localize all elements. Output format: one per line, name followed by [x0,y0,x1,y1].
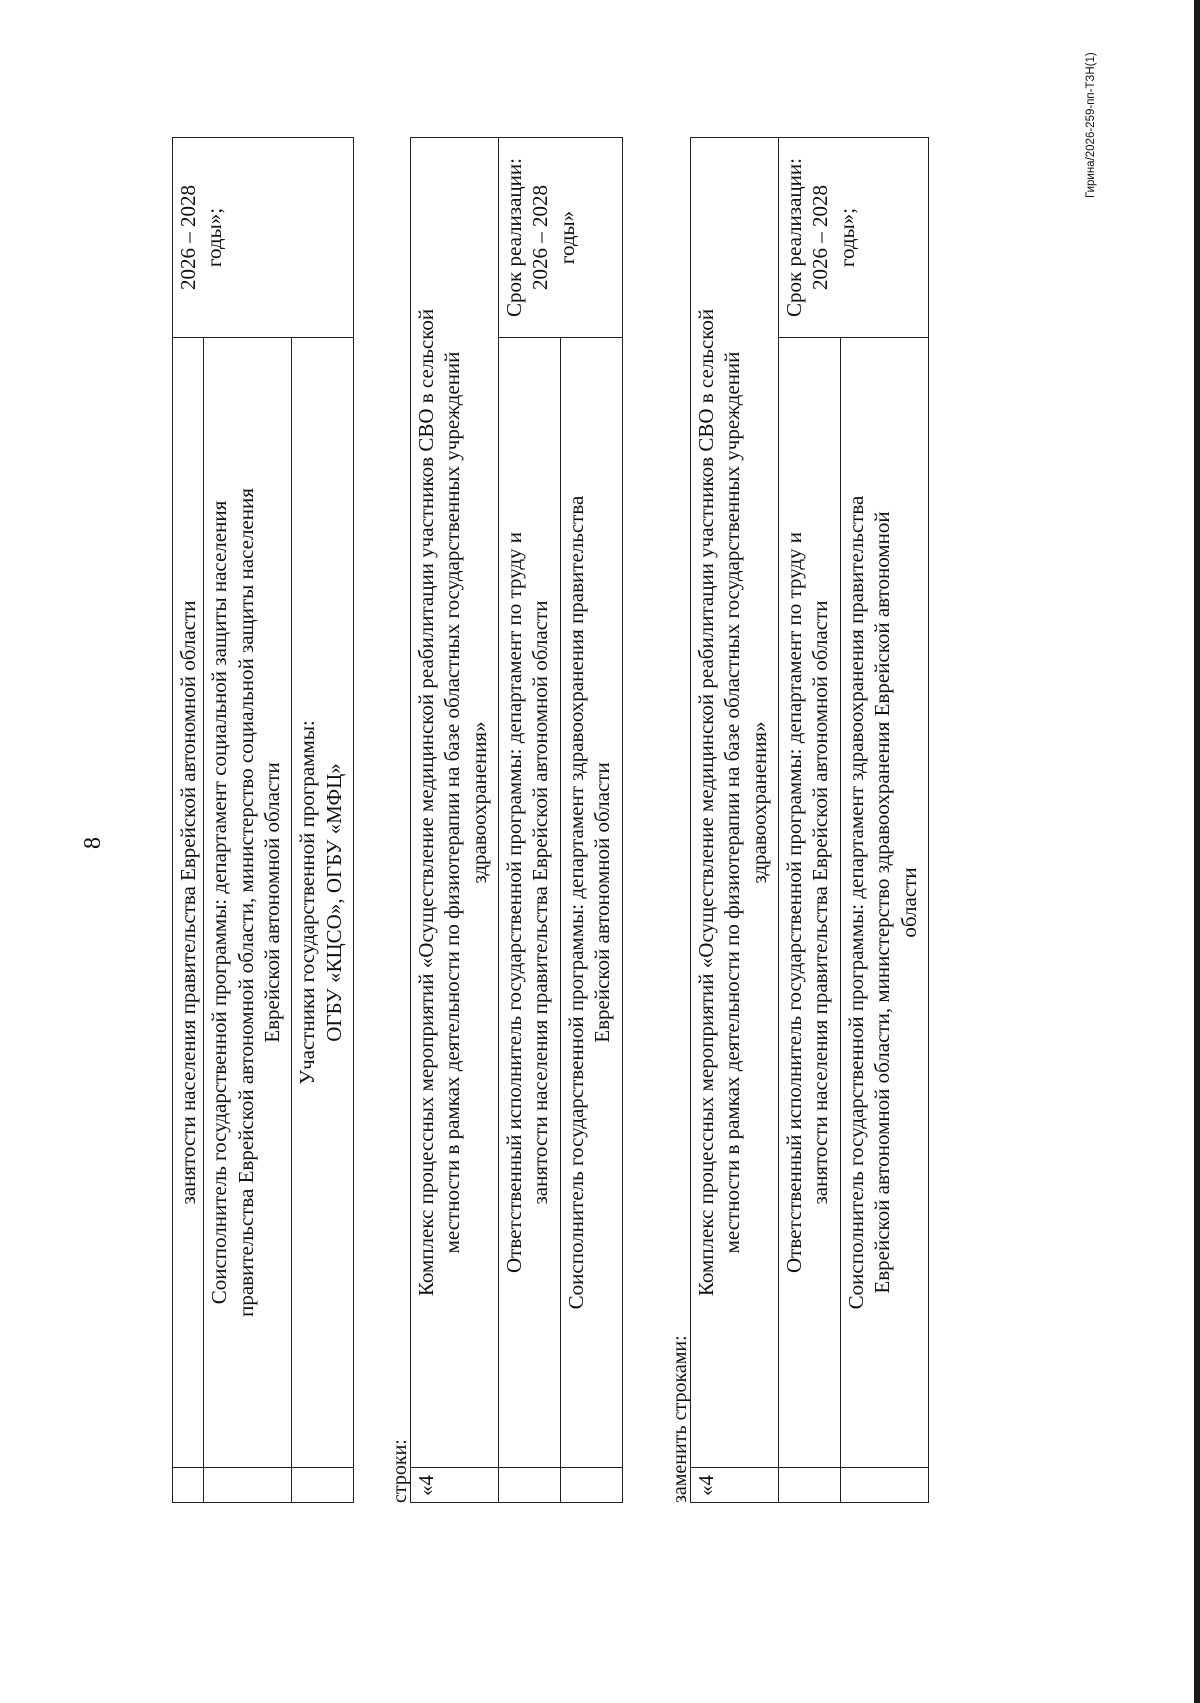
term-label: Срок реализации: [502,158,526,317]
table-cell-number [292,1468,354,1503]
row-number: «4 [691,1468,779,1503]
title-line: здравоохранения» [746,721,771,884]
table-bottom [690,137,929,1503]
coexecutor-line: Еврейской автономной области [590,762,615,1043]
table-row [173,138,204,1503]
title-line: здравоохранения» [466,721,491,884]
row-number: «4 [411,1468,499,1503]
table-cell-text [561,338,623,1468]
title-line: Комплекс процессных мероприятий «Осуществление медицинской реабилитации участников СВО в сельской [414,308,438,1297]
coexecutor-line: области [896,867,921,938]
footer-document-code: Гирина/2026-259-пп-ТЗН(1) [1085,52,1097,198]
table-row [779,137,841,1502]
title-line: местности в рамках деятельности по физиотерапии на базе областных государственных учреждений [720,351,745,1254]
term-years: 2026 – 2028 [176,185,200,290]
term-suffix: годы»; [834,207,859,268]
coexecutor-line: правительства Еврейской автономной области, министерство социальной защиты населения [233,488,258,1317]
coexecutor-line: Соисполнитель государственной программы: департамент здравоохранения правительства [844,495,868,1310]
table-cell-text [841,338,929,1468]
table-top [172,137,354,1503]
table-row [561,137,623,1502]
table-row [499,137,561,1502]
term-years: 2026 – 2028 [808,185,833,290]
table-cell-number [779,1468,841,1503]
label-replace: заменить строками: [669,1335,691,1503]
table-cell-term [499,137,623,337]
table-row [691,137,779,1502]
coexecutor-line: Соисполнитель государственной программы: департамент социальной защиты населения [207,500,232,1305]
table-cell-number [499,1468,561,1503]
table-row [292,138,354,1503]
coexecutor-line: Еврейской автономной области, министерство здравоохранения Еврейской автономной [870,511,895,1294]
table-row [841,137,929,1502]
label-lines: строки: [389,1439,411,1503]
table-cell-text [499,338,561,1468]
table-cell-number [204,1468,292,1503]
table-row [411,137,499,1502]
table-cell-text [779,338,841,1468]
table-cell-number [561,1468,623,1503]
term-years: 2026 – 2028 [528,185,553,290]
table-cell-title [411,137,499,1467]
title-line: местности в рамках деятельности по физиотерапии на базе областных государственных учреждений [440,351,465,1254]
table-cell-text [204,338,292,1468]
coexecutor-line: Еврейской автономной области [259,762,284,1043]
participants-line: ОГБУ «КЦСО», ОГБУ «МФЦ» [321,763,346,1042]
responsible-line: занятости населения правительства Еврейской автономной области [528,600,553,1205]
table-cell-number [841,1468,929,1503]
title-line: Комплекс процессных мероприятий «Осуществление медицинской реабилитации участников СВО в сельской [694,308,718,1297]
term-label: Срок реализации: [782,158,806,317]
table-middle [410,137,623,1503]
table-cell-term [779,137,929,337]
table-cell-text [292,338,354,1468]
table-cell-text [173,338,204,1468]
participants-line: Участники государственной программы: [295,720,320,1085]
responsible-line: Ответственный исполнитель государственной программы: департамент по труду и [502,531,526,1274]
table-row [204,138,292,1503]
coexecutor-line: Соисполнитель государственной программы: департамент здравоохранения правительства [564,495,588,1310]
page-number: 8 [80,837,106,849]
table-cell-number [173,1468,204,1503]
table-cell-term [173,138,354,338]
responsible-line: Ответственный исполнитель государственной программы: департамент по труду и [782,531,806,1274]
table-cell-title [691,137,779,1467]
term-suffix: годы»; [202,207,227,268]
term-suffix: годы» [554,210,579,265]
responsible-line: занятости населения правительства Еврейской автономной области [808,600,833,1205]
row-text: занятости населения правительства Еврейской автономной области [176,600,200,1205]
